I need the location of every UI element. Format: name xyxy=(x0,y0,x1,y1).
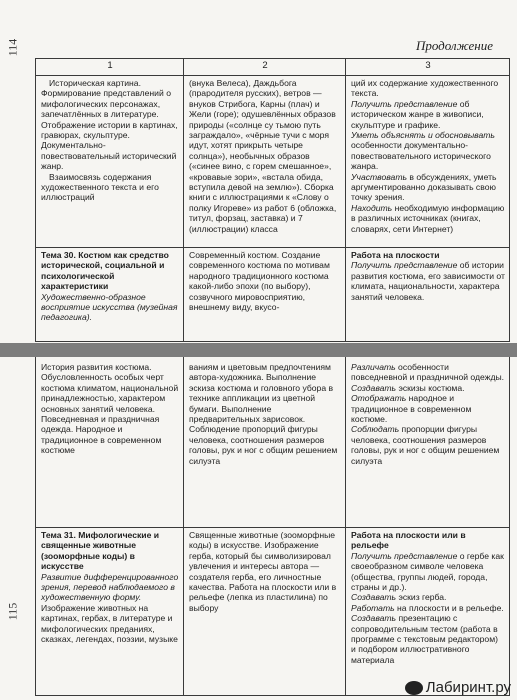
page-115 xyxy=(0,357,517,700)
cell-content-col2: ваниям и цветовым предпочтениям автора-художника. Выполнение эскиза костюма и головного убора в технике аппликации из цветной бумаги. Выполнение предварительных зарисовок. Соблюдение пропорций фигуры человека, соотношения размеров головы, рук и ног с общим решением силуэта xyxy=(184,357,346,528)
cell-content-col1: Историческая картина. Формирование представлений о мифологических персонажах, запечатлённых в литературе. Отображение истории в картинах, гравюрах, скульптуре. Документально-повествовательный исторический жанр. Взаимосвязь содержания художественного текста и его иллюстраций xyxy=(36,76,184,248)
topic-subtitle: Художественно-образное восприятие искусства (музейная педагогика). xyxy=(41,291,178,323)
table-row xyxy=(36,357,510,528)
topic-title: Тема 31. Мифологические и священные животные (зооморфные коды) в искусстве xyxy=(41,530,160,572)
header-col-1: 1 xyxy=(36,59,184,76)
page-number: 115 xyxy=(5,602,20,621)
header-col-3: 3 xyxy=(346,59,510,76)
topic-cell: Тема 31. Мифологические и священные животные (зооморфные коды) в искусстве Развитие дифференцированного зрения, перевод наблюдаемого в художественную форму. Изображение животных на картинах, гербах, в литературе и мифологических преданиях, сказках, легендах, поэзии, музыке xyxy=(36,528,184,696)
curriculum-table xyxy=(35,357,510,696)
topic-title: Тема 30. Костюм как средство исторической, социальной и психологической характеристики xyxy=(41,250,169,292)
table-row xyxy=(36,248,510,342)
page-number: 114 xyxy=(5,38,20,57)
table-row xyxy=(36,76,510,248)
cell-content-col3: Работа на плоскости Получить представление об истории развития костюма, его зависимости от климата, национальности, характера занятий человека. xyxy=(346,248,510,342)
page-114 xyxy=(0,0,517,343)
cell-content-col1: История развития костюма. Обусловленность особых черт костюма климатом, национальной принадлежностью, характером основных занятий человека. Повседневная и праздничная одежда. Народное и традиционное в современном костюме xyxy=(36,357,184,528)
labirint-logo: Лабиринт.ру xyxy=(405,679,511,696)
curriculum-table xyxy=(35,58,510,342)
topic-subtitle: Развитие дифференцированного зрения, перевод наблюдаемого в художественную форму. xyxy=(41,571,179,603)
topic-cell xyxy=(36,248,184,342)
cell-content-col2: Священные животные (зооморфные коды) в искусстве. Изображение герба, который бы символизировал увлечения и интересы автора — создателя герба, его личностные качества. Работа на плоскости или в рельефе (лепка из пластилина) по выбору xyxy=(184,528,346,696)
cell-content-col3: ций их содержание художественного текста. Получить представление об историческом жанре в живописи, скульптуре и графике. Уметь объяснять и обосновывать особенности документально-повествовательного исторического жанра. Участвовать в обсуждениях, уметь аргументированно доказывать свою точку зрения. Находить необходимую информацию в различных источниках (книгах, словарях, сети Интернет) xyxy=(346,76,510,248)
cell-content-col2: Современный костюм. Создание современного костюма по мотивам народного традиционного костюма какой-либо эпохи (по выбору), созвучного мировосприятию, внешнему виду, вкусо- xyxy=(184,248,346,342)
table-row xyxy=(36,528,510,696)
logo-mark-icon xyxy=(405,681,423,695)
cell-content-col2: (внука Велеса), Даждьбога (прародителя русских), ветров — внуков Стрибога, Карны (плач) и Жели (горе); одушевлённых образов природы («солнце су тьмою путь заграждало», «чёрные тучи с моря идут, хотят прикрыть четыре солнца»), необычных образов («синее вино, с горем смешанное», «кровавые зори», «встала обида, вступила девой на землю»). Сборка книги с иллюстрациями к «Слову о полку Игореве» из работ 6 (обложка, титул, форзац, заставка) и 7 (иллюстрации) класса xyxy=(184,76,346,248)
continuation-label: Продолжение xyxy=(415,38,493,53)
header-row xyxy=(36,59,510,76)
cell-content-col3: Различать особенности повседневной и праздничной одежды. Создавать эскизы костюма. Отображать народное и традиционное в современном костюме. Соблюдать пропорции фигуры человека, соотношения размеров головы, рук и ног с общим решением силуэта xyxy=(346,357,510,528)
header-col-2: 2 xyxy=(184,59,346,76)
cell-content-col3: Работа на плоскости или в рельефе Получить представление о гербе как своеобразном символе человека (общества, группы людей, города, страны и др.). Создавать эскиз герба. Работать на плоскости и в рельефе. Создавать презентацию с сопроводительным тестом (работа в программе с текстовым редактором) и подбором иллюстративного материала xyxy=(346,528,510,696)
